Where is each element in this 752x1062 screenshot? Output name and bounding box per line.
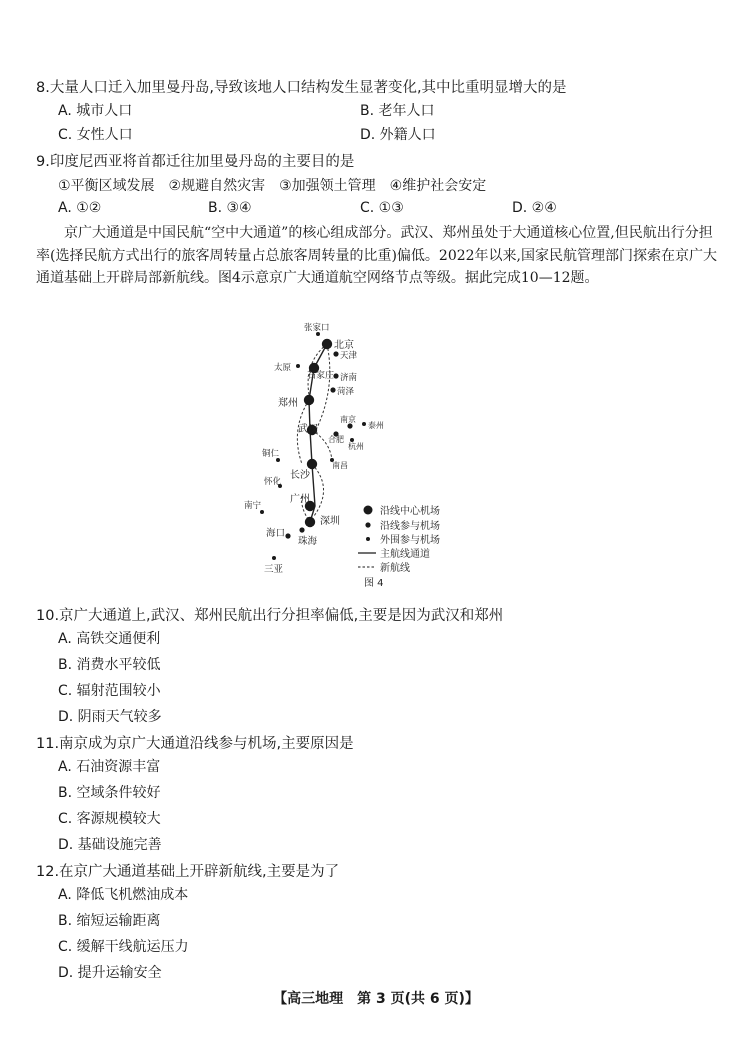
figure-caption: 图 4 <box>364 578 384 589</box>
new-route-beijing-wuhan <box>316 344 330 430</box>
q10-option-c: C. 辐射范围较小 <box>58 683 161 699</box>
along-jinan <box>333 373 338 378</box>
label-nanchang: 南昌 <box>332 461 348 470</box>
label-jinan: 济南 <box>340 373 358 383</box>
question-9-stem: 9.印度尼西亚将首都迁往加里曼丹岛的主要目的是 <box>36 154 355 170</box>
label-hefei: 合肥 <box>328 435 344 444</box>
along-tianjin <box>333 351 338 356</box>
outer-taizhou <box>362 422 366 426</box>
q8-option-b: B. 老年人口 <box>360 103 435 119</box>
q8-option-d: D. 外籍人口 <box>360 127 436 143</box>
q12-option-b: B. 缩短运输距离 <box>58 913 161 929</box>
legend-along-symbol <box>365 522 370 527</box>
label-tongren: 铜仁 <box>262 449 280 459</box>
hub-zhengzhou <box>304 395 314 405</box>
label-tianjin: 天津 <box>340 351 358 361</box>
legend-hub-label: 沿线中心机场 <box>380 506 440 517</box>
q11-option-b: B. 空域条件较好 <box>58 785 161 801</box>
legend-outer-symbol <box>366 537 370 541</box>
legend-along-label: 沿线参与机场 <box>380 521 440 532</box>
q12-option-c: C. 缓解干线航运压力 <box>58 939 189 955</box>
q10-option-d: D. 阴雨天气较多 <box>58 709 162 725</box>
page-footer: 【高三地理 第 3 页(共 6 页)】 <box>273 991 479 1007</box>
hub-beijing <box>322 339 332 349</box>
along-nanjing <box>347 423 352 428</box>
label-shenzhen: 深圳 <box>320 516 340 527</box>
label-nanning: 南宁 <box>244 501 262 511</box>
q9-option-d: D. ②④ <box>512 200 557 216</box>
along-haikou <box>285 533 290 538</box>
reading-passage: 京广大通道是中国民航“空中大通道”的核心组成部分。武汉、郑州虽处于大通道核心位置,但民航出行分担率(选择民航方式出行的旅客周转量占总旅客周转量的比重)偏低。2022年以来,国家民航管理部门探索在京广大通道基础上开辟局部新航线。图4示意京广大通道航空网络节点等级。据此完成10—12题。 <box>36 225 718 286</box>
hub-shenzhen <box>305 517 315 527</box>
q11-option-a: A. 石油资源丰富 <box>58 759 161 775</box>
label-haikou: 海口 <box>266 528 286 539</box>
q9-option-c: C. ①③ <box>360 200 404 216</box>
q12-option-a: A. 降低飞机燃油成本 <box>58 887 189 903</box>
label-shijiazhuang: 石家庄 <box>307 371 335 381</box>
label-huaihua: 怀化 <box>264 477 282 487</box>
label-zhuhai: 珠海 <box>298 536 318 547</box>
legend-main-label: 主航线通道 <box>380 549 430 560</box>
along-zhuhai <box>299 527 304 532</box>
label-wuhan: 武汉 <box>298 424 318 435</box>
q9-option-a: A. ①② <box>58 200 102 216</box>
figure-4-air-network-map <box>240 318 500 590</box>
q11-option-c: C. 客源规模较大 <box>58 811 161 827</box>
legend-new-label: 新航线 <box>380 563 410 574</box>
label-zhangjiakou: 张家口 <box>304 323 330 333</box>
q8-option-a: A. 城市人口 <box>58 103 133 119</box>
label-heze: 菏泽 <box>337 387 355 397</box>
label-guangzhou: 广州 <box>290 494 310 505</box>
q11-option-d: D. 基础设施完善 <box>58 837 162 853</box>
legend-outer-label: 外围参与机场 <box>380 535 440 546</box>
q9-option-b: B. ③④ <box>208 200 252 216</box>
outer-sanya <box>272 556 276 560</box>
label-nanjing: 南京 <box>340 415 356 424</box>
along-heze <box>330 387 335 392</box>
label-taizhou: 泰州 <box>368 421 384 430</box>
q9-items: ①平衡区域发展 ②规避自然灾害 ③加强领土管理 ④维护社会安定 <box>58 178 487 194</box>
label-beijing: 北京 <box>334 340 354 351</box>
outer-taiyuan <box>296 364 300 368</box>
question-10-stem: 10.京广大通道上,武汉、郑州民航出行分担率偏低,主要是因为武汉和郑州 <box>36 608 504 624</box>
label-sanya: 三亚 <box>264 564 284 575</box>
q10-option-b: B. 消费水平较低 <box>58 657 161 673</box>
q10-option-a: A. 高铁交通便利 <box>58 631 161 647</box>
q12-option-d: D. 提升运输安全 <box>58 965 162 981</box>
label-changsha: 长沙 <box>290 470 310 481</box>
question-8-stem: 8.大量人口迁入加里曼丹岛,导致该地人口结构发生显著变化,其中比重明显增大的是 <box>36 80 567 96</box>
q8-option-c: C. 女性人口 <box>58 127 133 143</box>
legend-hub-symbol <box>364 506 373 515</box>
hub-changsha <box>307 459 317 469</box>
label-zhengzhou: 郑州 <box>278 398 298 409</box>
label-taiyuan: 太原 <box>274 363 292 373</box>
label-hangzhou: 杭州 <box>348 442 364 451</box>
question-12-stem: 12.在京广大通道基础上开辟新航线,主要是为了 <box>36 864 340 880</box>
question-11-stem: 11.南京成为京广大通道沿线参与机场,主要原因是 <box>36 736 354 752</box>
